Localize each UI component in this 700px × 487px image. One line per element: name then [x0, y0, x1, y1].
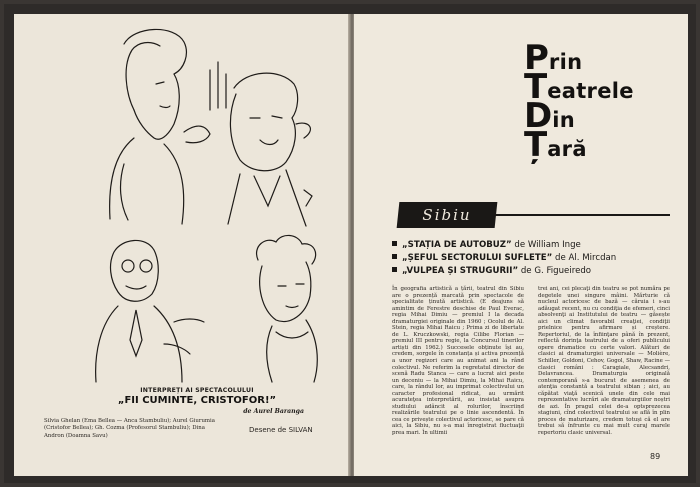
article-column-2: trei ani, cei plecaţi din teatru se pot număra pe degetele unei singure mâini. Mărturie că nucleul actoricesc de bază — căruia i s-au adăugat recent, nu cu condiţia de efemeri, cinci absolvenţi ai Institutului de teatru — găsește aici un climat favorabil creaţiei, condiţii prielnice pentru afirmare și creștere. Repertoriul, de la înfiinţare până în prezent, reflectă dorinţa teatrului de a oferi publicului opere dramatice cu certe valori. Alături de clasici ai dramaturgiei universale — Molière, Schiller, Goldoni, Cehov, Gogol, Shaw, Racine — clasici români : Caragiale, Alecsandri, Delavrancea. Dramaturgia originală contemporană s-a bucurat de asemenea de atenţia constantă a teatrului sibian ; aici, au căpătat viaţă scenică unele din cele mai reprezentative lucrări ale dramaturgiilor noștri de azi. În pragul celei de-a optsprezecea stagiuni, cînd colectivul teatrului se află în plin proces de maturizare, credem totuși că el are trebui să înfrunte cu mai mult curaj marele repertoriu clasic universal.: [538, 286, 670, 437]
article-column-1: În geografia artistică a țării, teatrul din Sibiu are o prezență marcată prin spectacole de specialitate ținută artistică. (E deajuns să amintim de Ferestre deschise de Paul Everac, regia Mihai Dimiu — premiul I la decada dramaturgiei originale din 1960 ; Ocolul de Al. Stein, regia Mihai Raicu ; Prima zi de libertate de L. Kruczkowski, regia Cilibe Florian — premiul III pentru regie, la Concursul tinerilor artiști din 1962.) Succesele obținute își au, credem, sorgele în constanța și activa prezență a unor regizori care au animat ani la rând colectivul. Ne referim la regretatul director de scenă Radu Stanca — care a lucrat aici peste un deceniu — la Mihai Dimiu, la Mihai Raicu, care, la rândul lor, au imprimat colectivului un caracter profesional ridicat, au urmărit acurateţea interpretării, au insistat asupra studiului adâncit al rolurilor, înscriind realizările teatrului pe o linie ascendentă. În cea ce privește colectivul actoricesc, se pare că aici, la Sibiu, nu s-a mai înregistrat fluctuaţii prea mari. În ultimii: [392, 286, 524, 437]
section-title: [524, 38, 634, 165]
glasses-sketch: [122, 260, 134, 272]
caption-author: de Aurel Baranga: [243, 408, 304, 415]
page-number: 89: [650, 452, 661, 461]
title-line: Țară: [524, 125, 587, 165]
banner-rule: [494, 214, 670, 216]
drawing-credit: Desene de SILVAN: [249, 426, 313, 434]
play-item: „ȘEFUL SECTORULUI SUFLETE” de Al. Mircdan: [392, 252, 682, 265]
title-line: Teatrele: [524, 67, 634, 107]
man-face-sketch: [230, 94, 295, 171]
book-spread: [4, 4, 696, 483]
bullet-square-icon: [392, 254, 397, 259]
curly-woman-face-sketch: [260, 262, 311, 322]
pointing-hand-sketch: [164, 319, 204, 354]
glasses-man-head-sketch: [111, 240, 159, 301]
play-item: „STAȚIA DE AUTOBUZ” de William Inge: [392, 239, 682, 252]
curly-woman-hair-sketch: [257, 235, 316, 264]
right-page: [354, 14, 688, 476]
city-banner: [397, 202, 498, 228]
left-page: [14, 14, 350, 476]
play-list: [392, 239, 682, 278]
caption-heading: INTERPREȚI AI SPECTACOLULUI: [140, 387, 254, 394]
city-name: Sibiu: [422, 206, 472, 224]
cast-list: Silvia Ghelan (Ema Bellea — Anca Stambuliu); Aurel Giurumia (Cristofor Bellea); Gh. Cozma (Profesorul Stambuliu); Dina Andron (Doamna Savu): [44, 418, 215, 439]
play-item: „VULPEA ȘI STRUGURII” de G. Figueiredo: [392, 265, 682, 278]
bullet-square-icon: [392, 241, 397, 246]
bullet-square-icon: [392, 267, 397, 272]
caricature-sketches: [14, 14, 350, 386]
title-line: Din: [524, 96, 575, 136]
caption-title: „FII CUMINTE, CRISTOFOR!”: [117, 395, 277, 406]
title-line: Prin: [524, 38, 583, 78]
man-hair-sketch: [234, 73, 298, 118]
man-collar-sketch: [228, 170, 306, 226]
woman-hair-sketch: [124, 29, 186, 74]
